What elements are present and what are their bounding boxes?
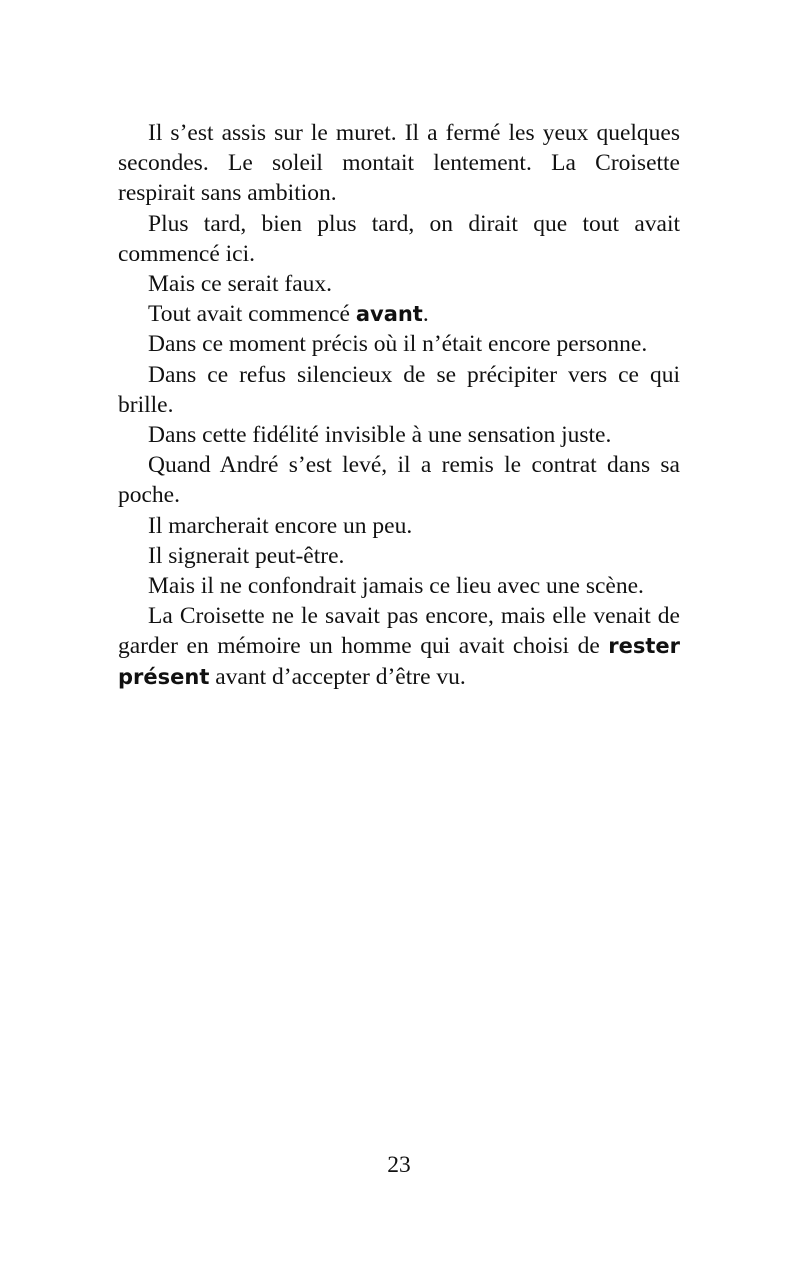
paragraph <box>118 420 680 450</box>
paragraph-text: Il signerait peut-être. <box>148 542 345 569</box>
page-number: 23 <box>387 1152 411 1178</box>
paragraph-text: . <box>422 301 429 328</box>
paragraph-text: Mais ce serait faux. <box>148 271 333 298</box>
paragraph <box>118 601 680 692</box>
paragraph <box>118 360 680 420</box>
paragraph <box>118 450 680 510</box>
paragraph-text: Tout avait commencé <box>148 301 356 328</box>
paragraph-text: Mais il ne confondrait jamais ce lieu avec une scène. <box>148 573 644 600</box>
paragraph <box>118 209 680 269</box>
paragraph-text: Dans cette fidélité invisible à une sensation juste. <box>148 422 612 449</box>
paragraph-text: Plus tard, bien plus tard, on dirait que tout avait commencé ici. <box>118 210 680 267</box>
paragraph-text: La Croisette ne le savait pas encore, mais elle venait de garder en mémoire un homme qui avait choisi de <box>118 603 680 660</box>
paragraph <box>118 299 680 329</box>
paragraph-text: Dans ce moment précis où il n’était encore personne. <box>148 331 648 358</box>
paragraph-text: Dans ce refus silencieux de se précipiter vers ce qui brille. <box>118 361 680 418</box>
paragraph-text: avant d’accepter d’être vu. <box>209 663 466 690</box>
paragraph <box>118 571 680 601</box>
body-text <box>118 118 680 692</box>
paragraph-text: Quand André s’est levé, il a remis le contrat dans sa poche. <box>118 452 680 509</box>
paragraph-text: Il marcherait encore un peu. <box>148 512 413 539</box>
emphasis-text: rester présent <box>118 634 680 689</box>
paragraph <box>118 269 680 299</box>
paragraph-text: Il s’est assis sur le muret. Il a fermé les yeux quelques secondes. Le soleil montait lentement. La Croisette respirait sans ambition. <box>118 120 680 207</box>
emphasis-text: avant <box>355 302 423 327</box>
paragraph <box>118 118 680 209</box>
paragraph <box>118 511 680 541</box>
paragraph <box>118 541 680 571</box>
paragraph <box>118 329 680 359</box>
